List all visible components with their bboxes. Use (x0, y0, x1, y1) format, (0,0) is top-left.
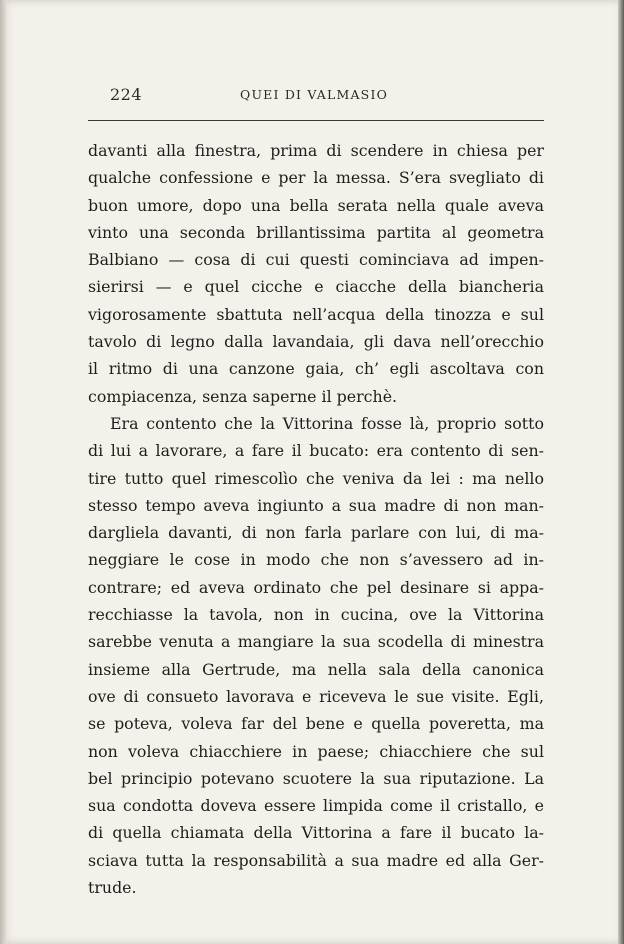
text-line: sarebbe venuta a mangiare la sua scodella di minestra (88, 632, 544, 652)
page-right-edge (618, 0, 624, 944)
text-line: davanti alla finestra, prima di scendere in chiesa per (88, 141, 544, 160)
text-line: tavolo di legno dalla lavandaia, gli dava nell’orecchio (88, 332, 544, 352)
body-text (88, 137, 544, 901)
text-line: sierirsi — e quel cicche e ciacche della biancheria (88, 277, 544, 297)
text-line: sciava tutta la responsabilità a sua madre ed alla Ger- (88, 850, 544, 870)
running-head (88, 85, 544, 107)
text-line: Balbiano — cosa di cui questi cominciava ad impen- (88, 250, 544, 270)
page-left-edge (0, 0, 7, 944)
text-line: di quella chiamata della Vittorina a fare il bucato la- (88, 823, 544, 843)
text-line: insieme alla Gertrude, ma nella sala della canonica (88, 659, 544, 679)
text-line: sua condotta doveva essere limpida come il cristallo, e (88, 796, 544, 816)
text-line: contrare; ed aveva ordinato che pel desinare si appa- (88, 577, 544, 597)
header-rule (88, 120, 544, 121)
text-line: stesso tempo aveva ingiunto a sua madre di non man- (88, 495, 544, 515)
text-line: buon umore, dopo una bella serata nella quale aveva (88, 195, 544, 215)
text-line: bel principio potevano scuotere la sua riputazione. La (88, 768, 544, 788)
text-line: tire tutto quel rimescolìo che veniva da lei : ma nello (88, 468, 544, 488)
text-line: ove di consueto lavorava e riceveva le sue visite. Egli, (88, 686, 544, 706)
page-number: 224 (110, 85, 143, 104)
running-title: QUEI DI VALMASIO (240, 87, 389, 102)
text-line: il ritmo di una canzone gaia, ch’ egli ascoltava con (88, 359, 544, 379)
text-line: neggiare le cose in modo che non s’avessero ad in- (88, 550, 544, 570)
text-line: se poteva, voleva far del bene e quella poveretta, ma (88, 714, 544, 734)
paragraph-start-line: Era contento che la Vittorina fosse là, proprio sotto (110, 413, 544, 433)
text-line: non voleva chiacchiere in paese; chiacchiere che sul (88, 741, 544, 761)
text-line: vinto una seconda brillantissima partita al geometra (88, 222, 544, 242)
text-line: qualche confessione e per la messa. S’era svegliato di (88, 168, 544, 188)
text-line: dargliela davanti, di non farla parlare con lui, di ma- (88, 523, 544, 543)
text-line: recchiasse la tavola, non in cucina, ove la Vittorina (88, 605, 544, 625)
paragraph-end-line: compiacenza, senza saperne il perchè. (88, 386, 398, 406)
text-line: vigorosamente sbattuta nell’acqua della tinozza e sul (88, 304, 544, 324)
text-line: di lui a lavorare, a fare il bucato: era contento di sen- (88, 441, 544, 461)
paragraph-end-line: trude. (88, 878, 137, 898)
